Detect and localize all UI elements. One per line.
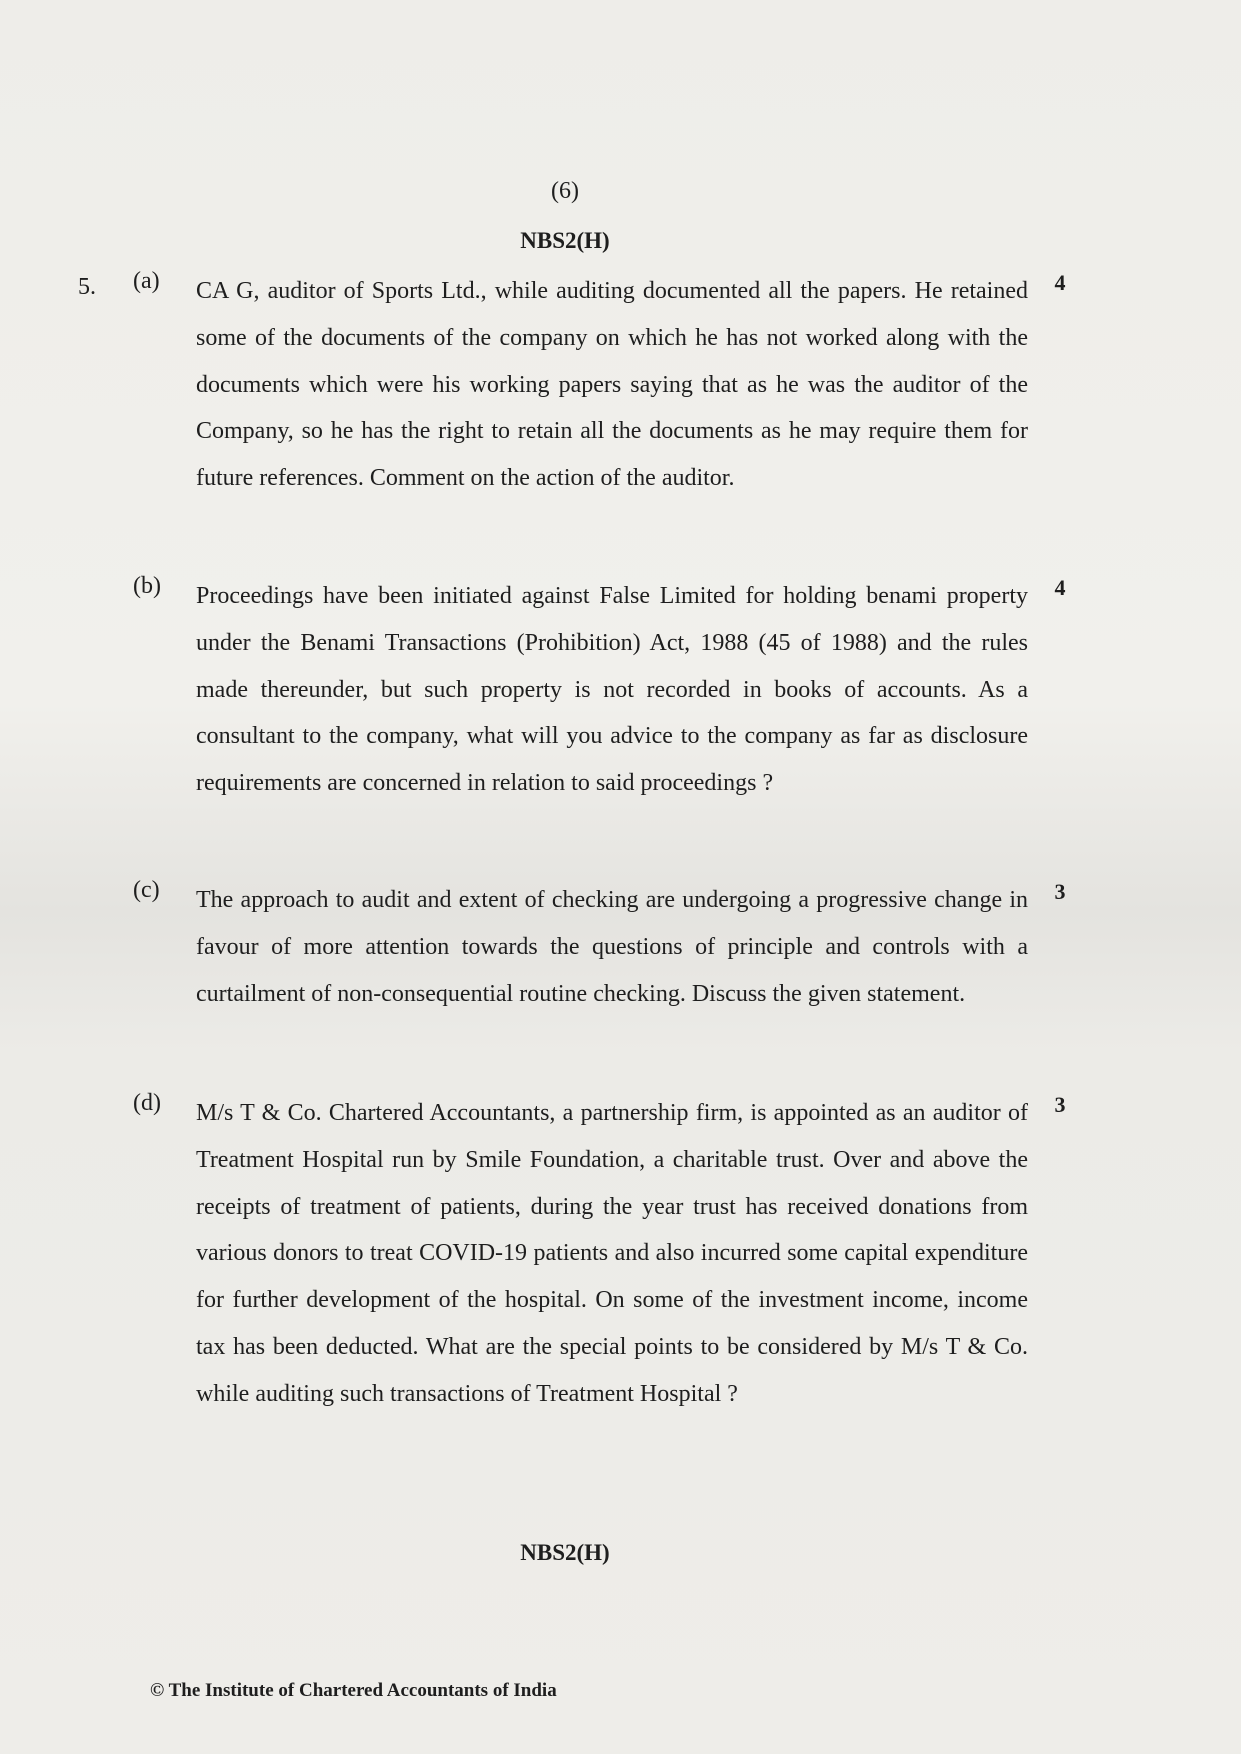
marks: 4	[1054, 270, 1066, 295]
part-text: Proceedings have been initiated against False Limited for holding benami property under the Benami Transactions (Prohibition) Act, 1988 (45 of 1988) and the rules made thereunder, but such property is not recorded in books of accounts. As a consultant to the company, what will you advice to the company as far as disclosure requirements are concerned in relation to said proceedings ?	[196, 583, 1028, 797]
part-label: (d)	[133, 1090, 161, 1116]
part-text: M/s T & Co. Chartered Accountants, a partnership firm, is appointed as an auditor of Treatment Hospital run by Smile Foundation, a charitable trust. Over and above the receipts of treatment of patients, during the year trust has received donations from various donors to treat COVID-19 patients and also incurred some capital expenditure for further development of the hospital. On some of the investment income, income tax has been deducted. What are the special points to be considered by M/s T & Co. while auditing such transactions of Treatment Hospital ?	[196, 1100, 1028, 1407]
marks: 4	[1054, 575, 1066, 600]
part-label: (a)	[133, 268, 160, 294]
part-label: (c)	[133, 877, 160, 903]
marks: 3	[1054, 879, 1066, 904]
copyright-notice: © The Institute of Chartered Accountants of India	[150, 1680, 557, 1701]
part-text: The approach to audit and extent of checking are undergoing a progressive change in favour of more attention towards the questions of principle and controls with a curtailment of non-consequential routine checking. Discuss the given statement.	[196, 887, 1028, 1007]
page-number: (6)	[551, 178, 579, 204]
part-text: CA G, auditor of Sports Ltd., while auditing documented all the papers. He retained some of the documents of the company on which he has not worked along with the documents which were his working papers saying that as he was the auditor of the Company, so he has the right to retain all the documents as he may require them for future references. Comment on the action of the auditor.	[196, 278, 1028, 492]
question-number: 5.	[78, 274, 96, 300]
part-label: (b)	[133, 573, 161, 599]
paper-code-header: NBS2(H)	[520, 228, 610, 253]
paper-code-footer: NBS2(H)	[520, 1540, 610, 1565]
marks: 3	[1054, 1092, 1066, 1117]
